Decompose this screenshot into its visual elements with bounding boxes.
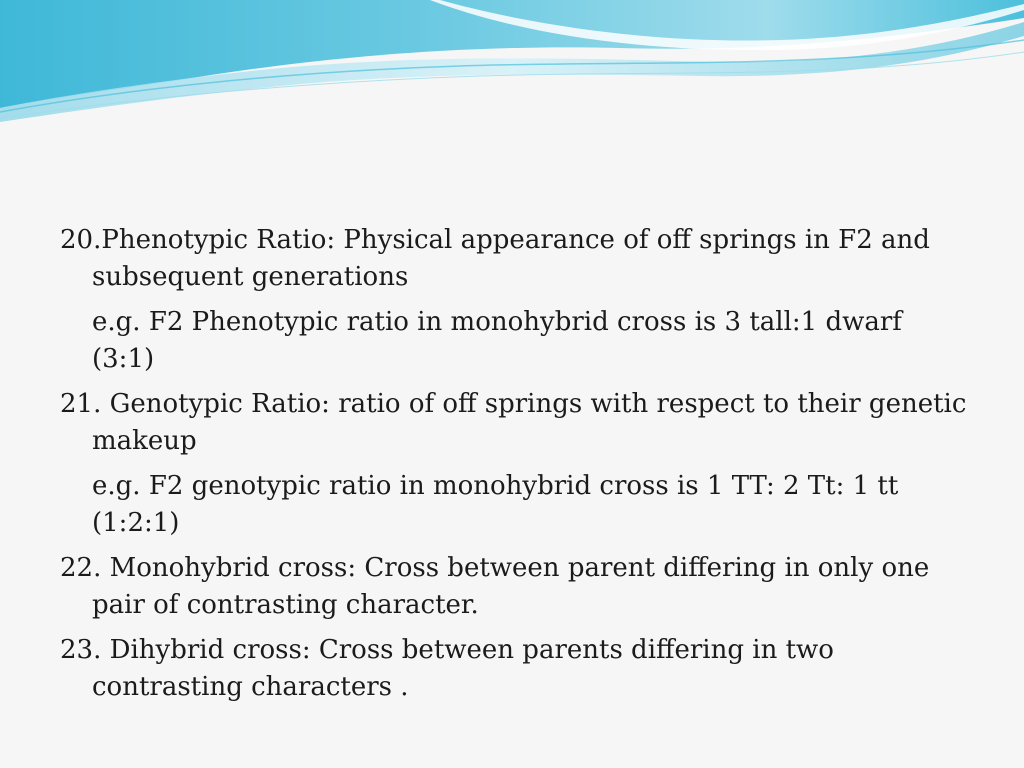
example-text: e.g. F2 Phenotypic ratio in monohybrid cross is 3 tall:1 dwarf (3:1) — [92, 307, 902, 374]
example-phenotypic-ratio — [60, 304, 970, 378]
list-item-dihybrid-cross — [60, 632, 970, 706]
item-text-line1: 21. Genotypic Ratio: ratio of off springs with respect to their genetic — [60, 389, 967, 419]
example-genotypic-ratio — [60, 468, 970, 542]
list-item-genotypic-ratio — [60, 386, 970, 460]
item-text-line1: 20.Phenotypic Ratio: Physical appearance of off springs in F2 and — [60, 225, 930, 255]
item-text-line2: subsequent generations — [92, 262, 409, 292]
example-text-line1: e.g. F2 genotypic ratio in monohybrid cross is 1 TT: 2 Tt: 1 tt — [92, 471, 899, 501]
list-item-phenotypic-ratio — [60, 222, 970, 296]
example-text-line2: (1:2:1) — [92, 508, 180, 538]
header-wave-decoration — [0, 0, 1024, 130]
list-item-monohybrid-cross — [60, 550, 970, 624]
slide-body — [60, 222, 970, 706]
item-text-line2: contrasting characters . — [92, 672, 409, 702]
item-text-line1: 23. Dihybrid cross: Cross between parents differing in two — [60, 635, 834, 665]
item-text-line2: pair of contrasting character. — [92, 590, 479, 620]
item-text-line2: makeup — [92, 426, 197, 456]
item-text-line1: 22. Monohybrid cross: Cross between parent differing in only one — [60, 553, 930, 583]
